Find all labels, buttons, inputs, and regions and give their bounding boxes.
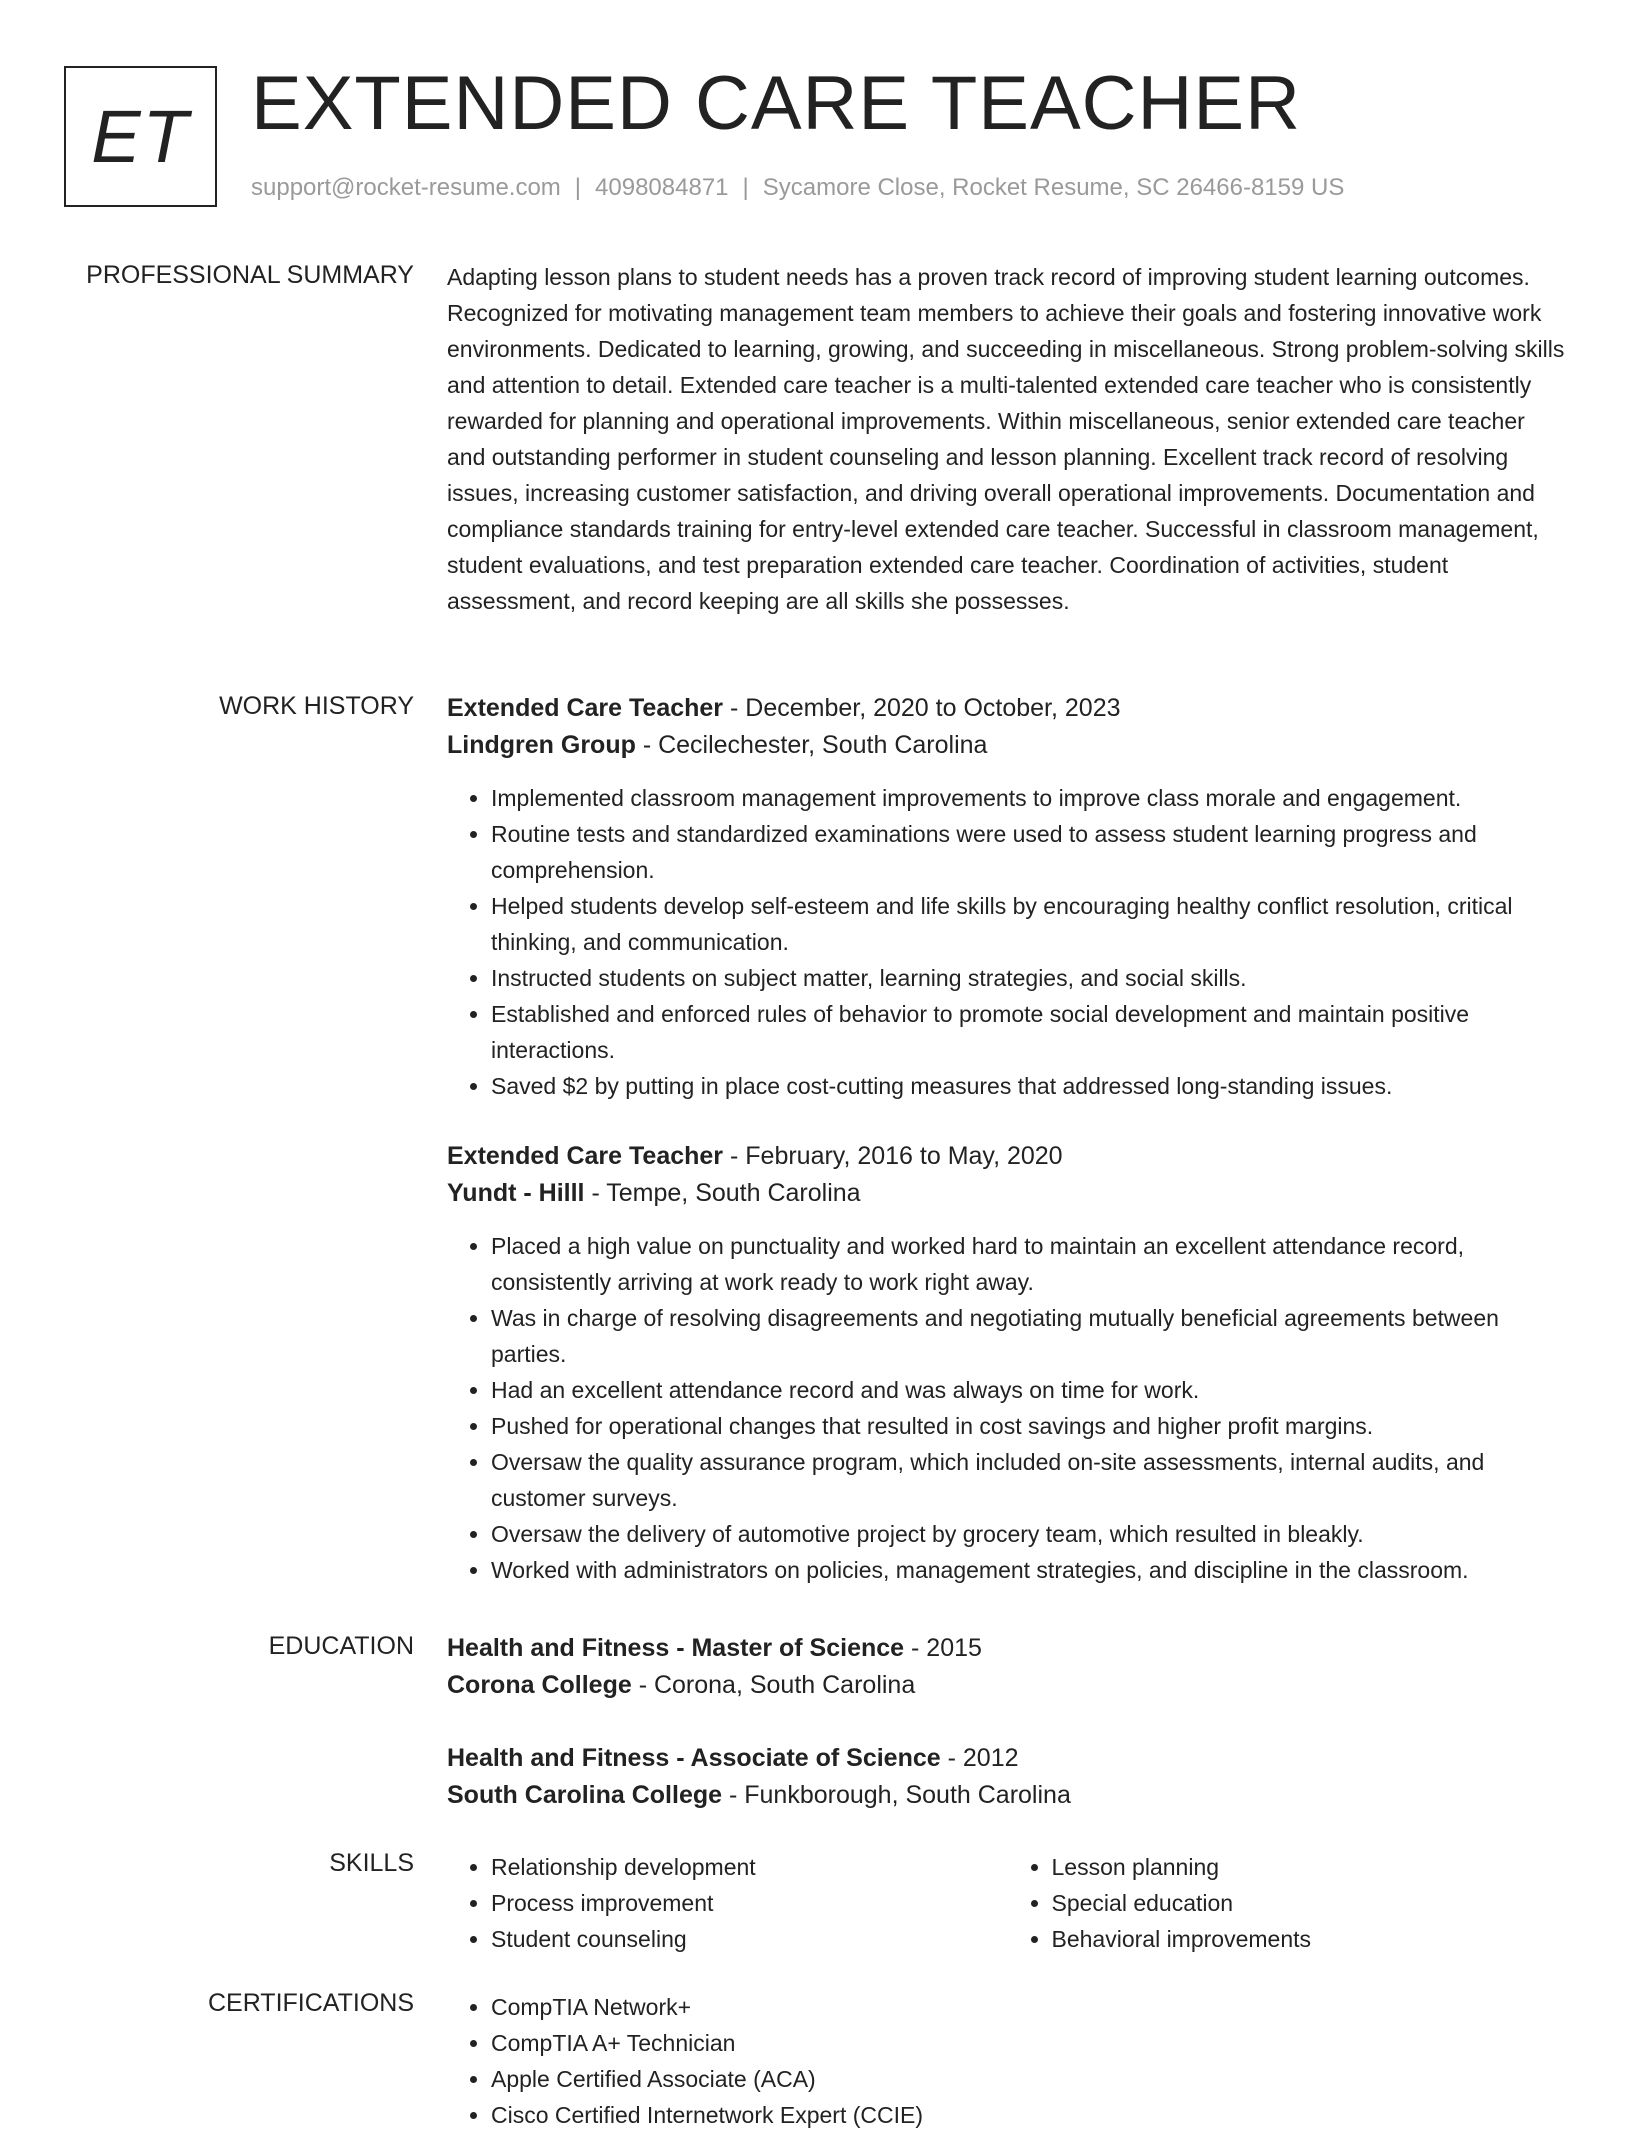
monogram-badge <box>64 66 217 207</box>
job-bullet: • Routine tests and standardized examinations were used to assess student learning progress and comprehension. <box>491 816 1568 888</box>
skills-columns <box>447 1849 1568 1957</box>
contact-line <box>251 174 1344 202</box>
degree-line <box>447 1740 1568 1777</box>
section-label-skills: SKILLS <box>329 1849 414 1877</box>
job-dates: - December, 2020 to October, 2023 <box>723 694 1121 722</box>
resume-header <box>64 61 1584 210</box>
job-bullet: • Oversaw the quality assurance program, which included on-site assessments, internal audits, and customer surveys. <box>491 1444 1568 1516</box>
skill-item: • Student counseling <box>491 1921 1008 1957</box>
job-bullet: • Instructed students on subject matter, learning strategies, and social skills. <box>491 960 1568 996</box>
certification-item: • CompTIA Network+ <box>491 1989 1568 2025</box>
job-title: Extended Care Teacher <box>447 694 724 722</box>
job-bullet: • Pushed for operational changes that resulted in cost savings and higher profit margins. <box>491 1408 1568 1444</box>
job-entry <box>447 1138 1568 1588</box>
certification-item: • CompTIA A+ Technician <box>491 2025 1568 2061</box>
education-entry <box>447 1740 1568 1814</box>
skill-item: • Behavioral improvements <box>1052 1921 1569 1957</box>
job-bullet: • Helped students develop self-esteem and life skills by encouraging healthy conflict resolution, critical thinking, and communication. <box>491 888 1568 960</box>
job-bullet: • Was in charge of resolving disagreements and negotiating mutually beneficial agreements between parties. <box>491 1300 1568 1372</box>
monogram-initials: ET <box>91 95 190 178</box>
skill-item: • Special education <box>1052 1885 1569 1921</box>
section-label-certifications: CERTIFICATIONS <box>207 1989 414 2017</box>
resume-title: EXTENDED CARE TEACHER <box>251 61 1302 146</box>
job-dates: - February, 2016 to May, 2020 <box>723 1142 1063 1170</box>
section-label-summary: PROFESSIONAL SUMMARY <box>86 261 414 289</box>
job-bullet: • Worked with administrators on policies, management strategies, and discipline in the classroom. <box>491 1552 1568 1588</box>
school: Corona College <box>447 1671 632 1699</box>
job-company: Yundt - Hilll <box>447 1179 585 1207</box>
job-bullet: • Implemented classroom management improvements to improve class morale and engagement. <box>491 780 1568 816</box>
section-label-education: EDUCATION <box>268 1632 414 1660</box>
school: South Carolina College <box>447 1781 723 1809</box>
contact-separator: | <box>742 174 749 201</box>
job-location: - Tempe, South Carolina <box>584 1179 861 1207</box>
contact-address: Sycamore Close, Rocket Resume, SC 26466-8159 US <box>762 174 1345 201</box>
skill-item: • Lesson planning <box>1052 1849 1569 1885</box>
school-location: - Funkborough, South Carolina <box>722 1781 1071 1809</box>
degree-year: - 2015 <box>904 1634 982 1662</box>
job-company-line <box>447 727 1568 764</box>
skills-body <box>447 1849 1568 1957</box>
certification-item: • Cisco Certified Internetwork Expert (CCIE) <box>491 2097 1568 2133</box>
certifications-list <box>447 1989 1568 2133</box>
job-title: Extended Care Teacher <box>447 1142 724 1170</box>
work-history-body <box>447 690 1568 1588</box>
contact-email[interactable]: support@rocket-resume.com <box>251 174 561 201</box>
skills-list-left <box>447 1849 1008 1957</box>
job-company-line <box>447 1175 1568 1212</box>
job-bullets <box>447 780 1568 1104</box>
job-entry <box>447 690 1568 1104</box>
job-company: Lindgren Group <box>447 731 636 759</box>
summary-text: Adapting lesson plans to student needs has a proven track record of improving student learning outcomes. Recognized for motivating management team members to achieve their goals and fostering innovative work environments. Dedicated to learning, growing, and succeeding in miscellaneous. Strong problem-solving skills and attention to detail. Extended care teacher is a multi-talented extended care teacher who is consistently rewarded for planning and operational improvements. Within miscellaneous, senior extended care teacher and outstanding performer in student counseling and lesson planning. Excellent track record of resolving issues, increasing customer satisfaction, and driving overall operational improvements. Documentation and compliance standards training for entry-level extended care teacher. Successful in classroom management, student evaluations, and test preparation extended care teacher. Coordination of activities, student assessment, and record keeping are all skills she possesses. <box>447 264 1565 614</box>
certification-item: • Apple Certified Associate (ACA) <box>491 2061 1568 2097</box>
degree: Health and Fitness - Master of Science <box>447 1634 905 1662</box>
degree-line <box>447 1630 1568 1667</box>
certifications-body <box>447 1989 1568 2133</box>
job-bullet: • Saved $2 by putting in place cost-cutting measures that addressed long-standing issues. <box>491 1068 1568 1104</box>
job-bullet: • Established and enforced rules of behavior to promote social development and maintain positive interactions. <box>491 996 1568 1068</box>
job-bullet: • Had an excellent attendance record and was always on time for work. <box>491 1372 1568 1408</box>
job-bullet: • Placed a high value on punctuality and worked hard to maintain an excellent attendance record, consistently arriving at work ready to work right away. <box>491 1228 1568 1300</box>
degree: Health and Fitness - Associate of Science <box>447 1744 941 1772</box>
school-line <box>447 1777 1568 1814</box>
job-title-line <box>447 1138 1568 1175</box>
degree-year: - 2012 <box>940 1744 1019 1772</box>
job-bullets <box>447 1228 1568 1588</box>
school-location: - Corona, South Carolina <box>631 1671 916 1699</box>
skill-item: • Process improvement <box>491 1885 1008 1921</box>
summary-body <box>447 259 1568 619</box>
education-body <box>447 1630 1568 1814</box>
job-title-line <box>447 690 1568 727</box>
section-label-work-history: WORK HISTORY <box>219 692 414 720</box>
education-entry <box>447 1630 1568 1704</box>
contact-separator: | <box>574 174 582 201</box>
job-location: - Cecilechester, South Carolina <box>635 731 988 759</box>
school-line <box>447 1667 1568 1704</box>
skill-item: • Relationship development <box>491 1849 1008 1885</box>
skills-list-right <box>1008 1849 1569 1957</box>
job-bullet: • Oversaw the delivery of automotive project by grocery team, which resulted in bleakly. <box>491 1516 1568 1552</box>
contact-phone[interactable]: 4098084871 <box>595 174 729 201</box>
